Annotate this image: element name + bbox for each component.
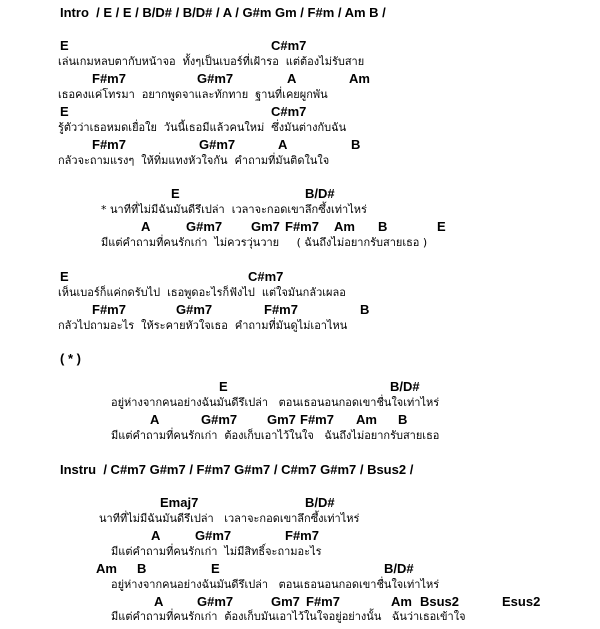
chord-gshm7: G#m7	[201, 412, 238, 427]
chord-b: B	[351, 137, 361, 152]
chord-e: E	[171, 186, 180, 201]
chord-am: Am	[356, 412, 377, 427]
chord-b: B	[398, 412, 408, 427]
chord-am: Am	[334, 219, 355, 234]
repeat-marker: ( * )	[60, 351, 81, 366]
lyric-line: เห็นเบอร์ก็แค่กดรับไป เธอพูดอะไรก็ฟังไป แต่ใจมันกลัวเผลอ	[58, 286, 346, 299]
chord-b: B	[137, 561, 147, 576]
lyric-line: มีแต่คำถามที่คนรักเก่า ต้องเก็บมันเอาไว้ในใจอยู่อย่างนั้น ฉันว่าเธอเข้าใจ	[111, 610, 466, 623]
chord-emaj7: Emaj7	[160, 495, 199, 510]
chord-gshm7: G#m7	[186, 219, 223, 234]
lyric-line: เล่นเกมหลบตากับหน้าจอ ทั้งๆเป็นเบอร์ที่เฝ้ารอ แต่ต้องไม่รับสาย	[58, 55, 365, 68]
chord-e: E	[211, 561, 220, 576]
chord-cshm7: C#m7	[271, 38, 307, 53]
chord-a: A	[151, 528, 161, 543]
chord-am: Am	[391, 594, 412, 609]
chord-bdsh: B/D#	[384, 561, 414, 576]
chord-gm7: Gm7	[251, 219, 280, 234]
chord-cshm7: C#m7	[271, 104, 307, 119]
lyric-line: มีแต่คำถามที่คนรักเก่า ต้องเก็บเอาไว้ในใจ ฉันถึงไม่อยากรับสายเธอ	[111, 429, 440, 442]
chord-a: A	[154, 594, 164, 609]
chord-fshm7: F#m7	[92, 302, 126, 317]
chord-fshm7: F#m7	[264, 302, 298, 317]
chord-fshm7: F#m7	[285, 528, 319, 543]
chord-cshm7: C#m7	[248, 269, 284, 284]
chord-gshm7: G#m7	[195, 528, 232, 543]
lyric-line: นาทีที่ไม่มีฉันมันดีรึเปล่า เวลาจะกอดเขาลึกซึ้งเท่าไหร่	[99, 512, 360, 525]
lyric-line: กลัวจะถามแรงๆ ให้ทิ่มแทงหัวใจกัน คำถามที่มันติดในใจ	[58, 154, 330, 167]
chord-e: E	[437, 219, 446, 234]
chord-am: Am	[96, 561, 117, 576]
chord-e: E	[60, 38, 69, 53]
lyric-line: มีแต่คำถามที่คนรักเก่า ไม่ควรวุ่นวาย ( ฉันถึงไม่อยากรับสายเธอ )	[101, 236, 428, 249]
chord-fshm7: F#m7	[300, 412, 334, 427]
chord-gshm7: G#m7	[197, 594, 234, 609]
chord-fshm7: F#m7	[92, 137, 126, 152]
chord-fshm7: F#m7	[306, 594, 340, 609]
lyric-line: มีแต่คำถามที่คนรักเก่า ไม่มีสิทธิ์จะถามอะไร	[111, 545, 322, 558]
lyric-line: อยู่ห่างจากคนอย่างฉันมันดีรึเปล่า ตอนเธอนอนกอดเขาชื่นใจเท่าไหร่	[111, 578, 440, 591]
lyric-line: กลัวไปถามอะไร ให้ระคายหัวใจเธอ คำถามที่มันดูไม่เอาไหน	[58, 319, 348, 332]
chord-e: E	[219, 379, 228, 394]
chord-fshm7: F#m7	[285, 219, 319, 234]
chord-a: A	[141, 219, 151, 234]
chord-bdsh: B/D#	[390, 379, 420, 394]
chord-b: B	[360, 302, 370, 317]
chord-gshm7: G#m7	[197, 71, 234, 86]
chord-gm7: Gm7	[271, 594, 300, 609]
lyric-line: * นาทีที่ไม่มีฉันมันดีรึเปล่า เวลาจะกอดเขาลึกซึ้งเท่าไหร่	[101, 203, 367, 216]
instru-chord-line: Instru / C#m7 G#m7 / F#m7 G#m7 / C#m7 G#m7 / Bsus2 /	[60, 462, 414, 477]
chord-bsus2: Bsus2	[420, 594, 460, 609]
lyric-line: รู้ตัวว่าเธอหมดเยื่อใย วันนี้เธอมีแล้วคนใหม่ ซึ่งมันต่างกับฉัน	[58, 121, 347, 134]
chord-b: B	[378, 219, 388, 234]
lyric-line: อยู่ห่างจากคนอย่างฉันมันดีรึเปล่า ตอนเธอนอนกอดเขาชื่นใจเท่าไหร่	[111, 396, 440, 409]
chord-bdsh: B/D#	[305, 186, 335, 201]
chord-fshm7: F#m7	[92, 71, 126, 86]
chord-esus2: Esus2	[502, 594, 541, 609]
lyric-line: เธอคงแค่โทรมา อยากพูดจาและทักทาย ฐานที่เคยผูกพัน	[58, 88, 328, 101]
chord-bdsh: B/D#	[305, 495, 335, 510]
chord-e: E	[60, 269, 69, 284]
chord-a: A	[150, 412, 160, 427]
chord-e: E	[60, 104, 69, 119]
chord-a: A	[287, 71, 297, 86]
chord-a: A	[278, 137, 288, 152]
chord-am: Am	[349, 71, 370, 86]
intro-chord-line: Intro / E / E / B/D# / B/D# / A / G#m Gm / F#m / Am B /	[60, 5, 386, 20]
chord-gm7: Gm7	[267, 412, 296, 427]
chord-gshm7: G#m7	[199, 137, 236, 152]
chord-gshm7: G#m7	[176, 302, 213, 317]
